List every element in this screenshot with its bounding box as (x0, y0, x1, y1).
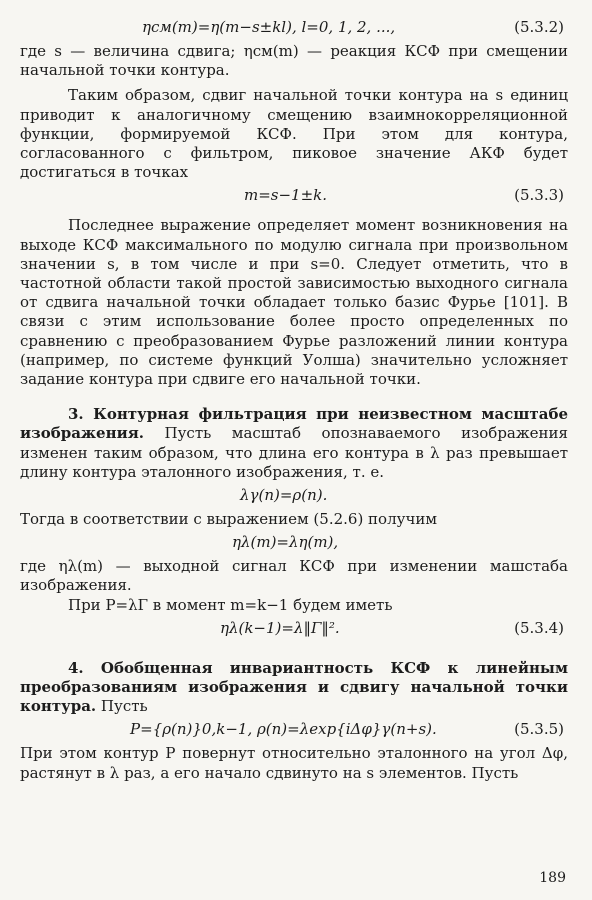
page-number: 189 (539, 869, 566, 886)
paragraph-reference: Тогда в соответствии с выражением (5.2.6) получим (20, 510, 438, 529)
paragraph-rotation: При этом контур P повернут относительно эталонного на угол Δφ, растянут в λ раз, а его начало сдвинуто на s элементов. Пусть (20, 744, 568, 782)
section-4-text: Пусть (96, 697, 148, 716)
formula-expression: ηλ(k−1)=λ‖Γ‖². (220, 618, 340, 637)
paragraph-output-signal: где ηλ(m) — выходной сигнал КСФ при изменении машстаба изображения. (20, 557, 568, 595)
section-4-title: 4. Обобщенная инвариантность КСФ к линейным преобразованиям изображения и сдвигу начальной точки контура. (20, 658, 568, 716)
paragraph-fourier-basis: Последнее выражение определяет момент возникновения на выходе КСФ максимального по модулю сигнала при произвольном значении s, в том числе и при s=0. Следует отметить, что в частотной области такой простой зависимостью выходного сигнала от сдвига начальной точки обладает только базис Фурье [101]. В связи с этим использование более просто определенных по сравнению с преобразованием Фурье разложений линии контура (например, по системе функций Уолша) значительно усложняет задание контура при сдвиге его начальной точки. (20, 216, 568, 389)
formula-eta-lambda (20, 529, 568, 557)
section-3-text: Пусть масштаб опознаваемого изображения изменен таким образом, что длина его контура в λ раз превышает длину контура эталонного изображения, т. е. (20, 424, 568, 481)
section-3-title: 3. Контурная фильтрация при неизвестном масштабе изображения. (20, 405, 568, 443)
paragraph-shift-effect: Таким образом, сдвиг начальной точки контура на s единиц приводит к аналогичному смещению взаимнокорреляционной функции, формируемой КСФ. При этом для контура, согласованного с фильтром, пиковое значение АКФ будет достигаться в точках (20, 86, 568, 182)
formula-scale (20, 482, 568, 510)
formula-5-3-3 (20, 182, 568, 210)
formula-5-3-4 (20, 615, 568, 643)
formula-5-3-5 (20, 716, 568, 744)
formula-expression: ηλ(m)=λη(m), (232, 533, 339, 552)
formula-expression: λγ(n)=ρ(n). (240, 486, 328, 505)
equation-number: (5.3.2) (514, 18, 564, 36)
formula-5-3-2 (20, 14, 568, 42)
section-3-paragraph (20, 405, 568, 482)
equation-number: (5.3.4) (514, 618, 564, 637)
formula-expression: m=s−1±k. (244, 186, 328, 205)
equation-number: (5.3.5) (514, 720, 564, 739)
section-4-paragraph (20, 659, 568, 717)
paragraph-shift-definition: где s — величина сдвига; ηсм(m) — реакция КСФ при смещении начальной точки контура. (20, 42, 568, 80)
formula-expression: P={ρ(n)}0,k−1, ρ(n)=λexp{iΔφ}γ(n+s). (130, 720, 437, 739)
paragraph-moment: При P=λΓ в момент m=k−1 будем иметь (68, 595, 393, 614)
formula-expression: ηсм(m)=η(m−s±kl), l=0, 1, 2, ..., (142, 18, 396, 36)
equation-number: (5.3.3) (514, 186, 564, 205)
